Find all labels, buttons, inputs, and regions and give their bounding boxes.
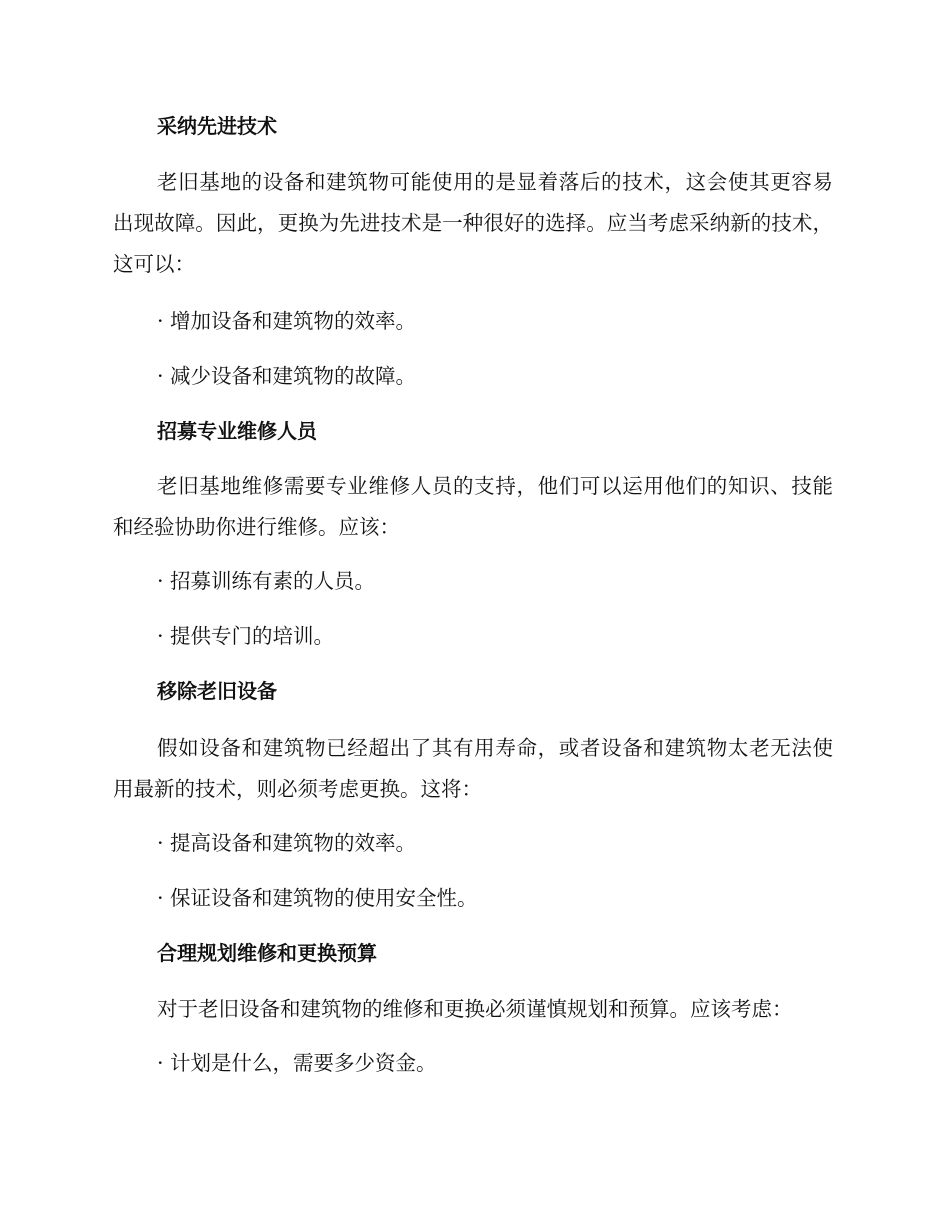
section-paragraph: 老旧基地维修需要专业维修人员的支持，他们可以运用他们的知识、技能和经验协助你进行维修。应该： — [113, 474, 833, 539]
bullet-item: · 保证设备和建筑物的使用安全性。 — [157, 886, 478, 910]
section-paragraph: 假如设备和建筑物已经超出了其有用寿命，或者设备和建筑物太老无法使用最新的技术，则必须考虑更换。这将： — [113, 736, 833, 801]
bullet-item: · 计划是什么，需要多少资金。 — [157, 1051, 437, 1075]
bullet-item: · 招募训练有素的人员。 — [157, 569, 376, 593]
bullet-item: · 提供专门的培训。 — [157, 624, 335, 648]
section-heading: 招募专业维修人员 — [157, 419, 317, 443]
section-heading: 合理规划维修和更换预算 — [157, 941, 377, 965]
bullet-item: · 减少设备和建筑物的故障。 — [157, 364, 417, 388]
section-paragraph: 对于老旧设备和建筑物的维修和更换必须谨慎规划和预算。应该考虑： — [157, 997, 793, 1021]
bullet-item: · 增加设备和建筑物的效率。 — [157, 309, 417, 333]
section-heading: 移除老旧设备 — [157, 679, 277, 703]
section-paragraph: 老旧基地的设备和建筑物可能使用的是显着落后的技术，这会使其更容易出现故障。因此，更换为先进技术是一种很好的选择。应当考虑采纳新的技术，这可以： — [113, 170, 833, 276]
bullet-item: · 提高设备和建筑物的效率。 — [157, 831, 417, 855]
section-heading: 采纳先进技术 — [157, 114, 277, 138]
